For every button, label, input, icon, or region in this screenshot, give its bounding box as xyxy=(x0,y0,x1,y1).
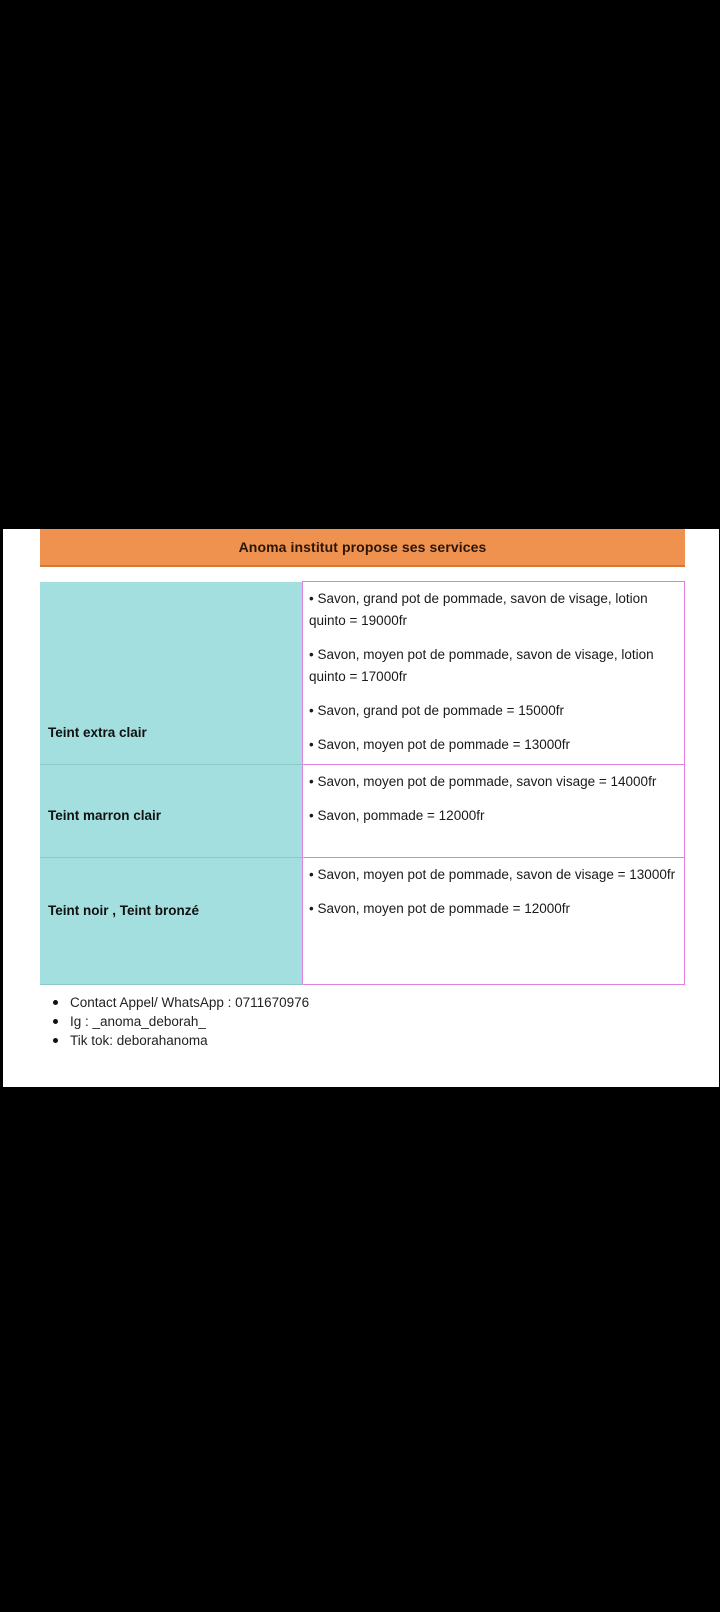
option-item: • Savon, moyen pot de pommade = 13000fr xyxy=(309,737,571,752)
option-item: • Savon, pommade = 12000fr xyxy=(309,808,485,823)
category-cell xyxy=(40,765,303,858)
table-row xyxy=(40,582,685,765)
contact-instagram: Ig : _anoma_deborah_ xyxy=(49,1012,309,1031)
services-table xyxy=(40,581,685,985)
option-item: • Savon, grand pot de pommade = 15000fr xyxy=(309,703,565,718)
page-title: Anoma institut propose ses services xyxy=(238,539,487,555)
option-item: • Savon, moyen pot de pommade, savon de visage, lotion quinto = 17000fr xyxy=(309,647,654,684)
document-page xyxy=(3,529,719,1087)
title-banner xyxy=(40,529,685,567)
category-cell xyxy=(40,582,303,765)
options-cell xyxy=(303,765,685,858)
table-row xyxy=(40,858,685,985)
option-item: • Savon, moyen pot de pommade, savon de visage = 13000fr xyxy=(309,867,676,882)
category-label: Teint marron clair xyxy=(48,808,162,823)
contact-tiktok: Tik tok: deborahanoma xyxy=(49,1031,309,1050)
table-row xyxy=(40,765,685,858)
contact-list xyxy=(49,993,309,1050)
option-item: • Savon, moyen pot de pommade, savon visage = 14000fr xyxy=(309,774,657,789)
category-label: Teint noir , Teint bronzé xyxy=(48,903,199,918)
category-label: Teint extra clair xyxy=(48,725,147,740)
options-cell xyxy=(303,858,685,985)
options-cell xyxy=(303,582,685,765)
contact-phone: Contact Appel/ WhatsApp : 0711670976 xyxy=(49,993,309,1012)
option-item: • Savon, moyen pot de pommade = 12000fr xyxy=(309,901,571,916)
option-item: • Savon, grand pot de pommade, savon de visage, lotion quinto = 19000fr xyxy=(309,591,648,628)
category-cell xyxy=(40,858,303,985)
